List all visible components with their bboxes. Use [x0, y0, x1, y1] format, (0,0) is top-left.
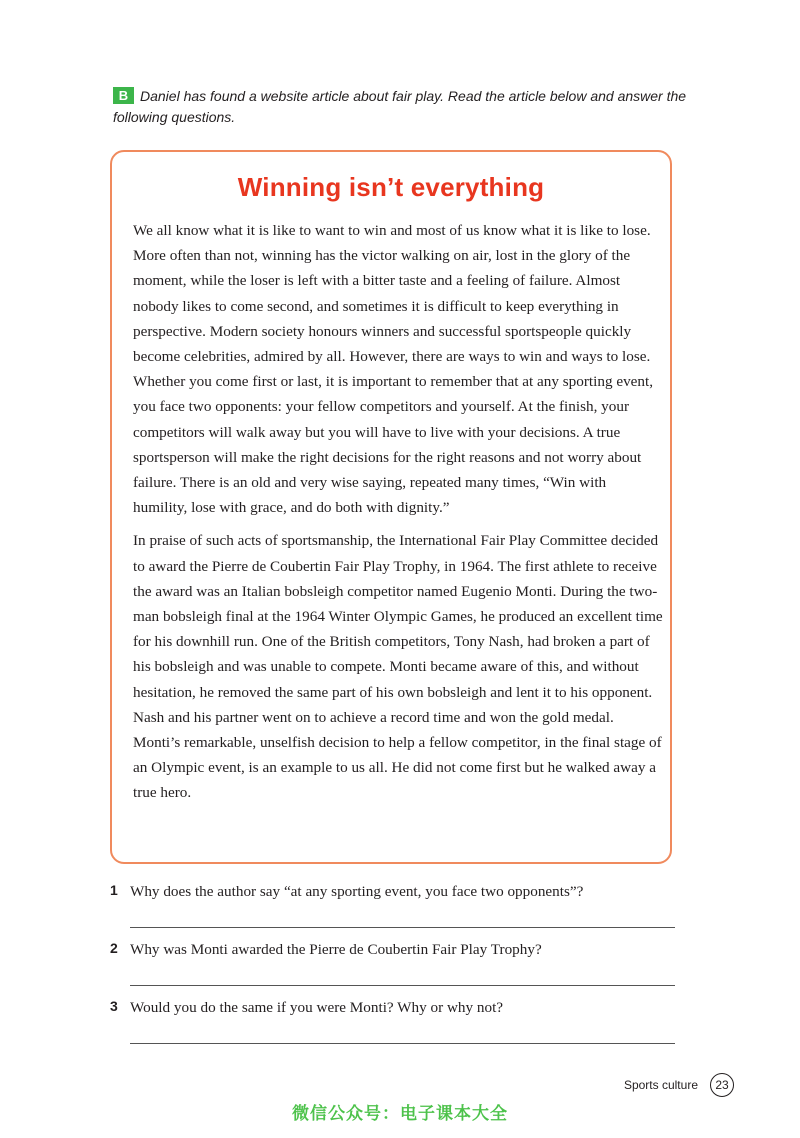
question-text: Would you do the same if you were Monti? Why or why not? — [130, 999, 504, 1016]
section-name: Sports culture — [623, 1078, 698, 1092]
page-footer — [624, 1073, 734, 1097]
answer-line[interactable] — [130, 927, 675, 928]
question-item — [110, 997, 675, 1055]
watermark-text: 微信公众号：电子课本大全 — [292, 1104, 508, 1124]
question-list — [110, 881, 675, 1055]
instruction-text: Daniel has found a website article about fair play. Read the article below and answer the following questions. — [113, 88, 687, 125]
question-number: 2 — [110, 940, 118, 956]
article-body — [133, 218, 663, 814]
article-paragraph: We all know what it is like to want to win and most of us know what it is like to lose. More often than not, winning has the victor walking on air, lost in the glory of the moment, while the loser is left with a bitter taste and a feeling of failure. Almost nobody likes to come second, and sometimes it is difficult to keep everything in perspective. Modern society honours winners and successful sportspeople quickly become celebrities, admired by all. However, there are ways to win and ways to lose. Whether you come first or last, it is important to remember that at any sporting event, you face two opponents: your fellow competitors and yourself. At the finish, your competitors will walk away but you will have to live with your decisions. A true sportsperson will make the right decisions for the right reasons and not worry about failure. There is an old and very wise saying, repeated many times, “Win with humility, lose with grace, and do both with dignity.” — [133, 222, 654, 517]
article-box — [110, 150, 672, 864]
question-item — [110, 881, 675, 939]
question-number: 1 — [110, 882, 118, 898]
article-paragraph: In praise of such acts of sportsmanship, the International Fair Play Committee decided to award the Pierre de Coubertin Fair Play Trophy, in 1964. The first athlete to receive the award was an Italian bobsleigh competitor named Eugenio Monti. During the two-man bobsleigh final at the 1964 Winter Olympic Games, he produced an excellent time for his downhill run. One of the British competitors, Tony Nash, had broken a part of his bobsleigh and was unable to compete. Monti became aware of this, and without hesitation, he removed the same part of his own bobsleigh and lent it to his opponent. Nash and his partner went on to achieve a record time and won the gold medal. Monti’s remarkable, unselfish decision to help a fellow competitor, in the final stage of an Olympic event, is an example to us all. He did not come first but he walked away a true hero. — [133, 532, 663, 802]
question-item — [110, 939, 675, 997]
article-title: Winning isn’t everything — [237, 172, 545, 202]
answer-line[interactable] — [130, 985, 675, 986]
question-text: Why does the author say “at any sporting event, you face two opponents”? — [130, 883, 584, 900]
page-number: 23 — [710, 1073, 734, 1097]
question-text: Why was Monti awarded the Pierre de Coubertin Fair Play Trophy? — [130, 941, 542, 958]
answer-line[interactable] — [130, 1043, 675, 1044]
question-number: 3 — [110, 998, 118, 1014]
activity-letter-badge: B — [113, 87, 134, 104]
activity-instruction — [113, 86, 693, 128]
